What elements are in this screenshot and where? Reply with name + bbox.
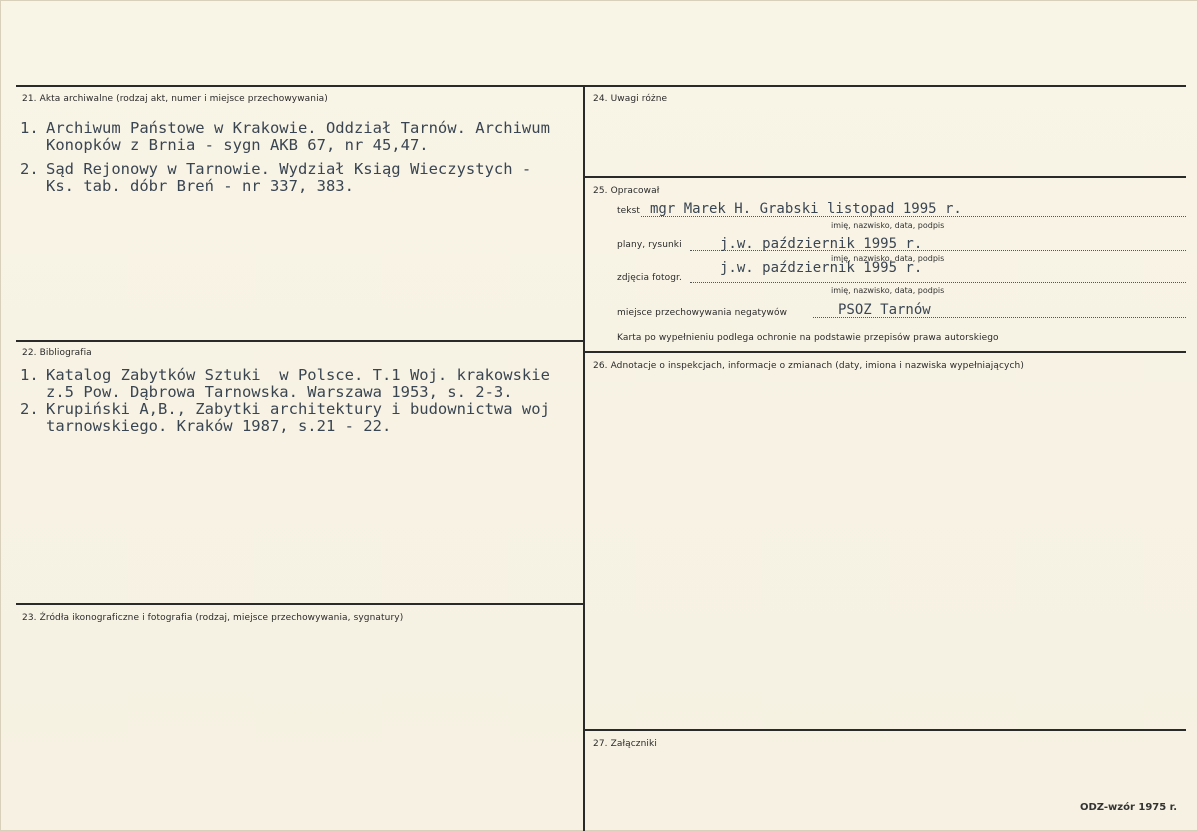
section-21-item-2-num: 2. bbox=[20, 160, 39, 178]
section-21-item-2-line-1: Sąd Rejonowy w Tarnowie. Wydział Ksiąg Wieczystych - bbox=[46, 160, 532, 178]
section-21-item-2-line-2: Ks. tab. dóbr Breń - nr 337, 383. bbox=[46, 177, 354, 195]
form-id: ODZ-wzór 1975 r. bbox=[1080, 802, 1177, 813]
copyright-note: Karta po wypełnieniu podlega ochronie na podstawie przepisów prawa autorskiego bbox=[617, 333, 999, 343]
zdjecia-label: zdjęcia fotogr. bbox=[617, 273, 682, 283]
section-21-label: 21. Akta archiwalne (rodzaj akt, numer i miejsce przechowywania) bbox=[22, 94, 328, 104]
negatywy-label: miejsce przechowywania negatywów bbox=[617, 308, 788, 318]
plany-caption: imię, nazwisko, data, podpis bbox=[831, 254, 945, 263]
section-22-item-1-line-2: z.5 Pow. Dąbrowa Tarnowska. Warszawa 1953, s. 2-3. bbox=[46, 383, 513, 401]
tekst-caption: imię, nazwisko, data, podpis bbox=[831, 221, 945, 230]
section-22-item-1-line-1: Katalog Zabytków Sztuki w Polsce. T.1 Woj. krakowskie bbox=[46, 366, 550, 384]
negatywy-value: PSOZ Tarnów bbox=[838, 302, 931, 318]
section-21-item-1-line-2: Konopków z Brnia - sygn AKB 67, nr 45,47. bbox=[46, 136, 429, 154]
zdjecia-value: j.w. październik 1995 r. bbox=[720, 260, 923, 276]
section-21-item-1-line-1: Archiwum Państowe w Krakowie. Oddział Tarnów. Archiwum bbox=[46, 119, 550, 137]
divider-22-23 bbox=[16, 603, 583, 605]
section-22-item-2-num: 2. bbox=[20, 400, 39, 418]
top-border bbox=[16, 85, 1186, 87]
section-22-item-2-line-2: tarnowskiego. Kraków 1987, s.21 - 22. bbox=[46, 417, 392, 435]
divider-25-26 bbox=[585, 351, 1186, 353]
center-divider bbox=[583, 85, 585, 831]
section-21-item-1-num: 1. bbox=[20, 119, 39, 137]
section-22-item-2-line-1: Krupiński A,B., Zabytki architektury i budownictwa woj bbox=[46, 400, 550, 418]
tekst-value: mgr Marek H. Grabski listopad 1995 r. bbox=[650, 201, 962, 217]
section-27-label: 27. Załączniki bbox=[593, 739, 657, 749]
section-23-label: 23. Źródła ikonograficzne i fotografia (rodzaj, miejsce przechowywania, sygnatury) bbox=[22, 613, 404, 623]
zdjecia-dotted-line bbox=[690, 282, 1186, 283]
divider-24-25 bbox=[585, 176, 1186, 178]
zdjecia-caption: imię, nazwisko, data, podpis bbox=[831, 286, 945, 295]
section-24-label: 24. Uwagi różne bbox=[593, 94, 668, 104]
section-22-item-1-num: 1. bbox=[20, 366, 39, 384]
section-22-label: 22. Bibliografia bbox=[22, 348, 92, 358]
tekst-label: tekst bbox=[617, 206, 640, 216]
divider-26-27 bbox=[585, 729, 1186, 731]
plany-label: plany, rysunki bbox=[617, 240, 682, 250]
section-25-label: 25. Opracował bbox=[593, 186, 660, 196]
section-26-label: 26. Adnotacje o inspekcjach, informacje o zmianach (daty, imiona i nazwiska wypełniających) bbox=[593, 361, 1024, 371]
divider-21-22 bbox=[16, 340, 583, 342]
plany-value: j.w. październik 1995 r. bbox=[720, 236, 923, 252]
